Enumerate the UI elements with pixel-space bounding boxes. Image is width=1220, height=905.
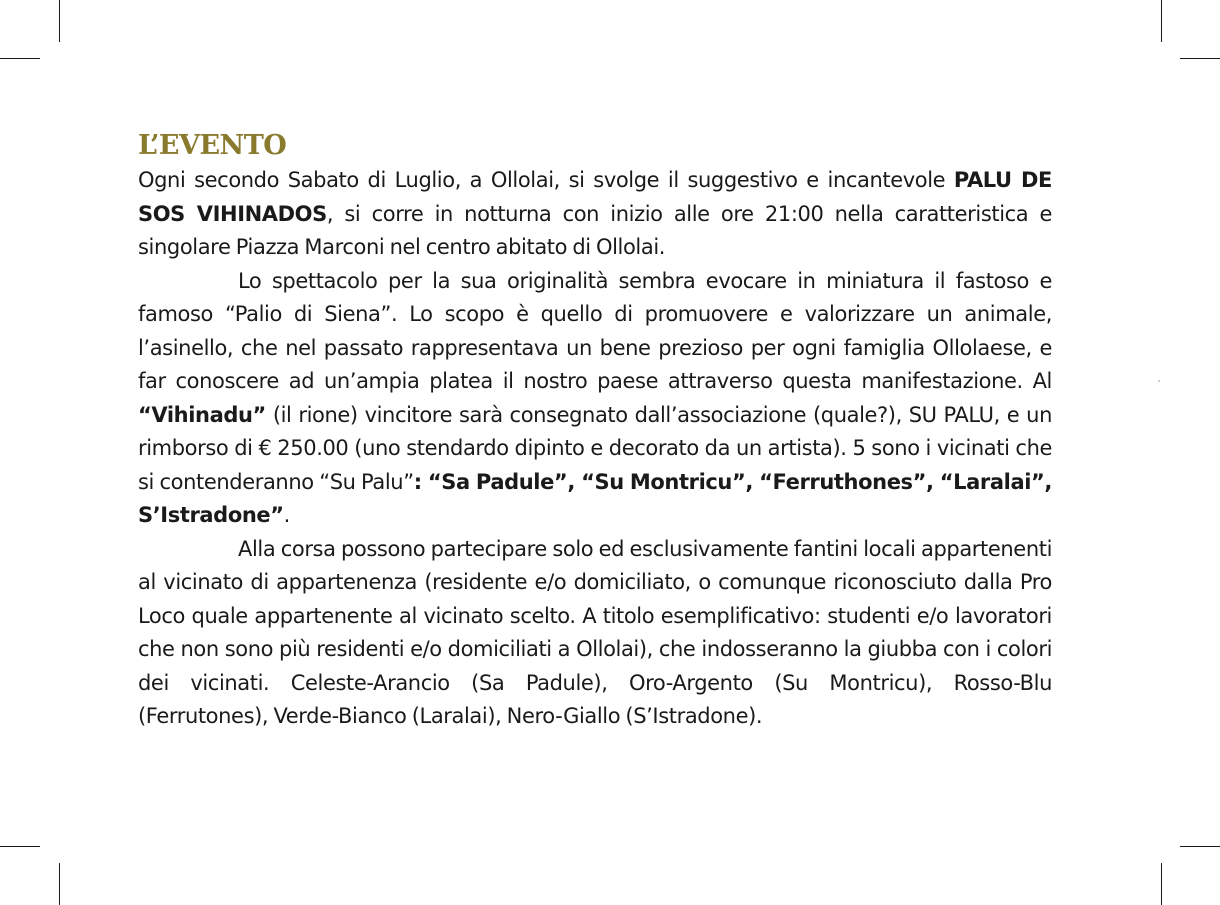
crop-mark-bottom-left-vertical — [59, 863, 60, 905]
crop-mark-top-right-vertical — [1161, 0, 1162, 42]
section-heading: L’EVENTO — [138, 130, 287, 161]
paragraph-rules — [138, 533, 1052, 734]
paragraph-intro-text-1: Ogni secondo Sabato di Luglio, a Ollolai, si svolge il suggestivo e incantevole — [138, 168, 954, 192]
article — [138, 128, 1052, 734]
paragraph-description-text-3: . — [283, 503, 290, 527]
paragraph-description-text-2: (il rione) vincitore sarà consegnato dall’associazione (quale?), SU PALU, e un rimborso di € 250.00 (uno stendardo dipinto e decorato da un artista). 5 sono i vicinati che si contenderanno “Su Palu” — [138, 402, 1052, 494]
crop-mark-top-left-vertical — [59, 0, 60, 42]
crop-mark-top-right-horizontal — [1180, 58, 1220, 59]
paragraph-intro-text-2: , si corre in notturna con inizio alle ore 21:00 nella caratteristica e singolare Piazza Marconi nel centro abitato di Ollolai. — [138, 201, 1053, 259]
paragraph-description-text-1: Lo spettacolo per la sua originalità sembra evocare in miniatura il fastoso e famoso “Palio di Siena”. Lo scopo è quello di promuovere e valorizzare un animale, l’asinello, che nel passato rappresentava un bene prezioso per ogni famiglia Ollolaese, e far conoscere ad un’ampia platea il nostro paese attraverso questa manifestazione. Al — [138, 268, 1052, 393]
event-name: PALU DE SOS VIHINADOS — [138, 168, 1052, 226]
crop-mark-top-left-horizontal — [0, 58, 40, 59]
crop-mark-bottom-right-horizontal — [1180, 846, 1220, 847]
crop-mark-bottom-left-horizontal — [0, 846, 40, 847]
neighborhood-list: : “Sa Padule”, “Su Montricu”, “Ferruthones”, “Laralai”, S’Istradone” — [138, 469, 1053, 527]
paragraph-description — [138, 265, 1052, 533]
registration-dot — [1158, 380, 1160, 382]
vihinadu-term: “Vihinadu” — [138, 402, 266, 427]
paragraph-rules-text: Alla corsa possono partecipare solo ed esclusivamente fantini locali appartenenti al vicinato di appartenenza (residente e/o domiciliato, o comunque riconosciuto dalla Pro Loco quale appartenente al vicinato scelto. A titolo esemplificativo: studenti e/o lavoratori che non sono più residenti e/o domiciliati a Ollolai), che indosseranno la giubba con i colori dei vicinati. Celeste-Arancio (Sa Padule), Oro-Argento (Su Montricu), Rosso-Blu (Ferrutones), Verde-Bianco (Laralai), Nero-Giallo (S’Istradone). — [138, 536, 1052, 728]
crop-mark-bottom-right-vertical — [1161, 863, 1162, 905]
paragraph-intro — [138, 164, 1052, 265]
